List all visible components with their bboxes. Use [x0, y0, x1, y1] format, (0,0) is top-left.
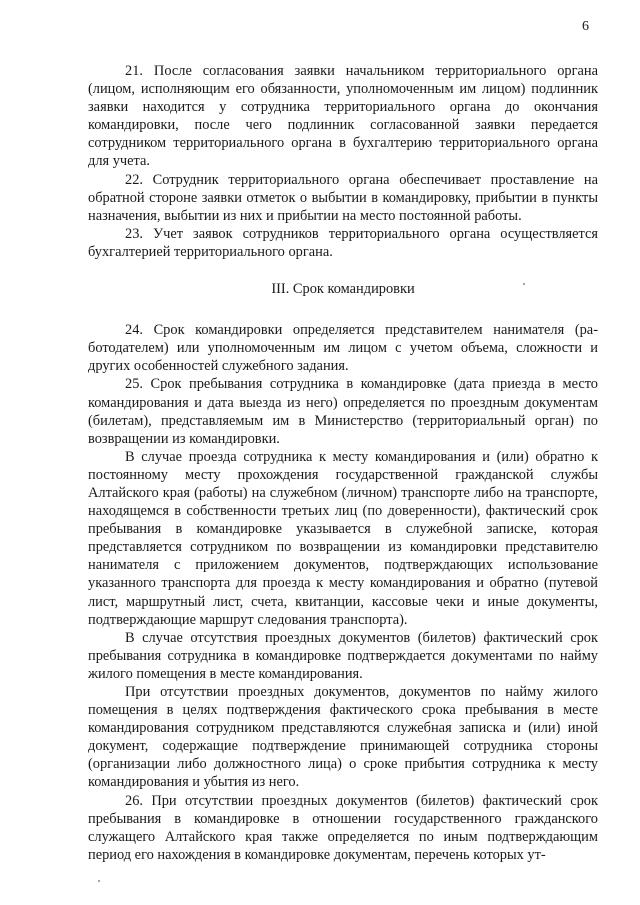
- paragraph-24: 24. Срок командировки определяется представителем нанимателя (работодателем) или уполномоченным им лицом с учетом объема, сложности и других особенностей служебного задания.: [88, 322, 598, 375]
- paragraph-23: 23. Учет заявок сотрудников территориального органа осуществляется бухгалтерией территориального органа.: [88, 225, 598, 260]
- paragraph-own-transport: В случае проезда сотрудника к месту командирования и (или) обратно к постоянному месту прохождения государственной гражданской службы Алтайского края (работы) на служебном (личном) транспорте либо на транспорте, находящемся в собственности третьих лиц (по доверенности), фактический срок пребывания в командировке указывается в служебной записке, которая представляется сотрудником по возвращении из командировки представителю нанимателя с приложением документов, подтверждающих использование указанного транспорта для проезда к месту командирования и обратно (путевой лист, маршрутный лист, счета, квитанции, кассовые чеки и иные документы, подтверждающие маршрут следования транспорта).: [88, 448, 598, 628]
- scan-speck: [98, 880, 100, 882]
- section-heading: III. Срок командировки: [271, 281, 415, 298]
- paragraph-22: 22. Сотрудник территориального органа обеспечивает проставление на обратной стороне заявки отметок о выбытии в командировку, прибытии в пункты назначения, выбытии из них и прибытии на место постоянной работы.: [88, 171, 598, 224]
- paragraph-25: 25. Срок пребывания сотрудника в командировке (дата приезда в место командирования и дата выезда из него) определяется по проездным документам (билетам), представляемым им в Министерство (территориальный орган) по возвращении из командировки.: [88, 376, 598, 447]
- paragraph-26: 26. При отсутствии проездных документов (билетов) фактический срок пребывания в командировке в отношении государственного гражданского служащего Алтайского края также определяется по иным подтверждающим период его нахождения в командировке документам, перечень которых ут-: [88, 792, 598, 863]
- paragraph-no-documents: При отсутствии проездных документов, документов по найму жилого помещения в целях подтверждения фактического срока пребывания в месте командирования сотрудником представляются служебная записка и (или) иной документ, содержащие подтверждение принимающей сотрудника стороны (организации либо должностного лица) о сроке прибытия сотрудника к месту командирования и убытия из него.: [88, 684, 598, 791]
- document-body: [88, 62, 598, 864]
- scan-speck: [523, 283, 525, 285]
- page-number: 6: [582, 19, 589, 34]
- paragraph-21: 21. После согласования заявки начальником территориального органа (лицом, исполняющим его обязанности, уполномоченным им лицом) подлинник заявки находится у сотрудника территориального органа до окончания командировки, после чего подлинник согласованной заявки передается сотрудником территориального органа в бухгалтерию территориального органа для учета.: [88, 63, 598, 170]
- paragraph-no-tickets: В случае отсутствия проездных документов (билетов) фактический срок пребывания сотрудника в командировке подтверждается документами по найму жилого помещения в месте командирования.: [88, 629, 598, 682]
